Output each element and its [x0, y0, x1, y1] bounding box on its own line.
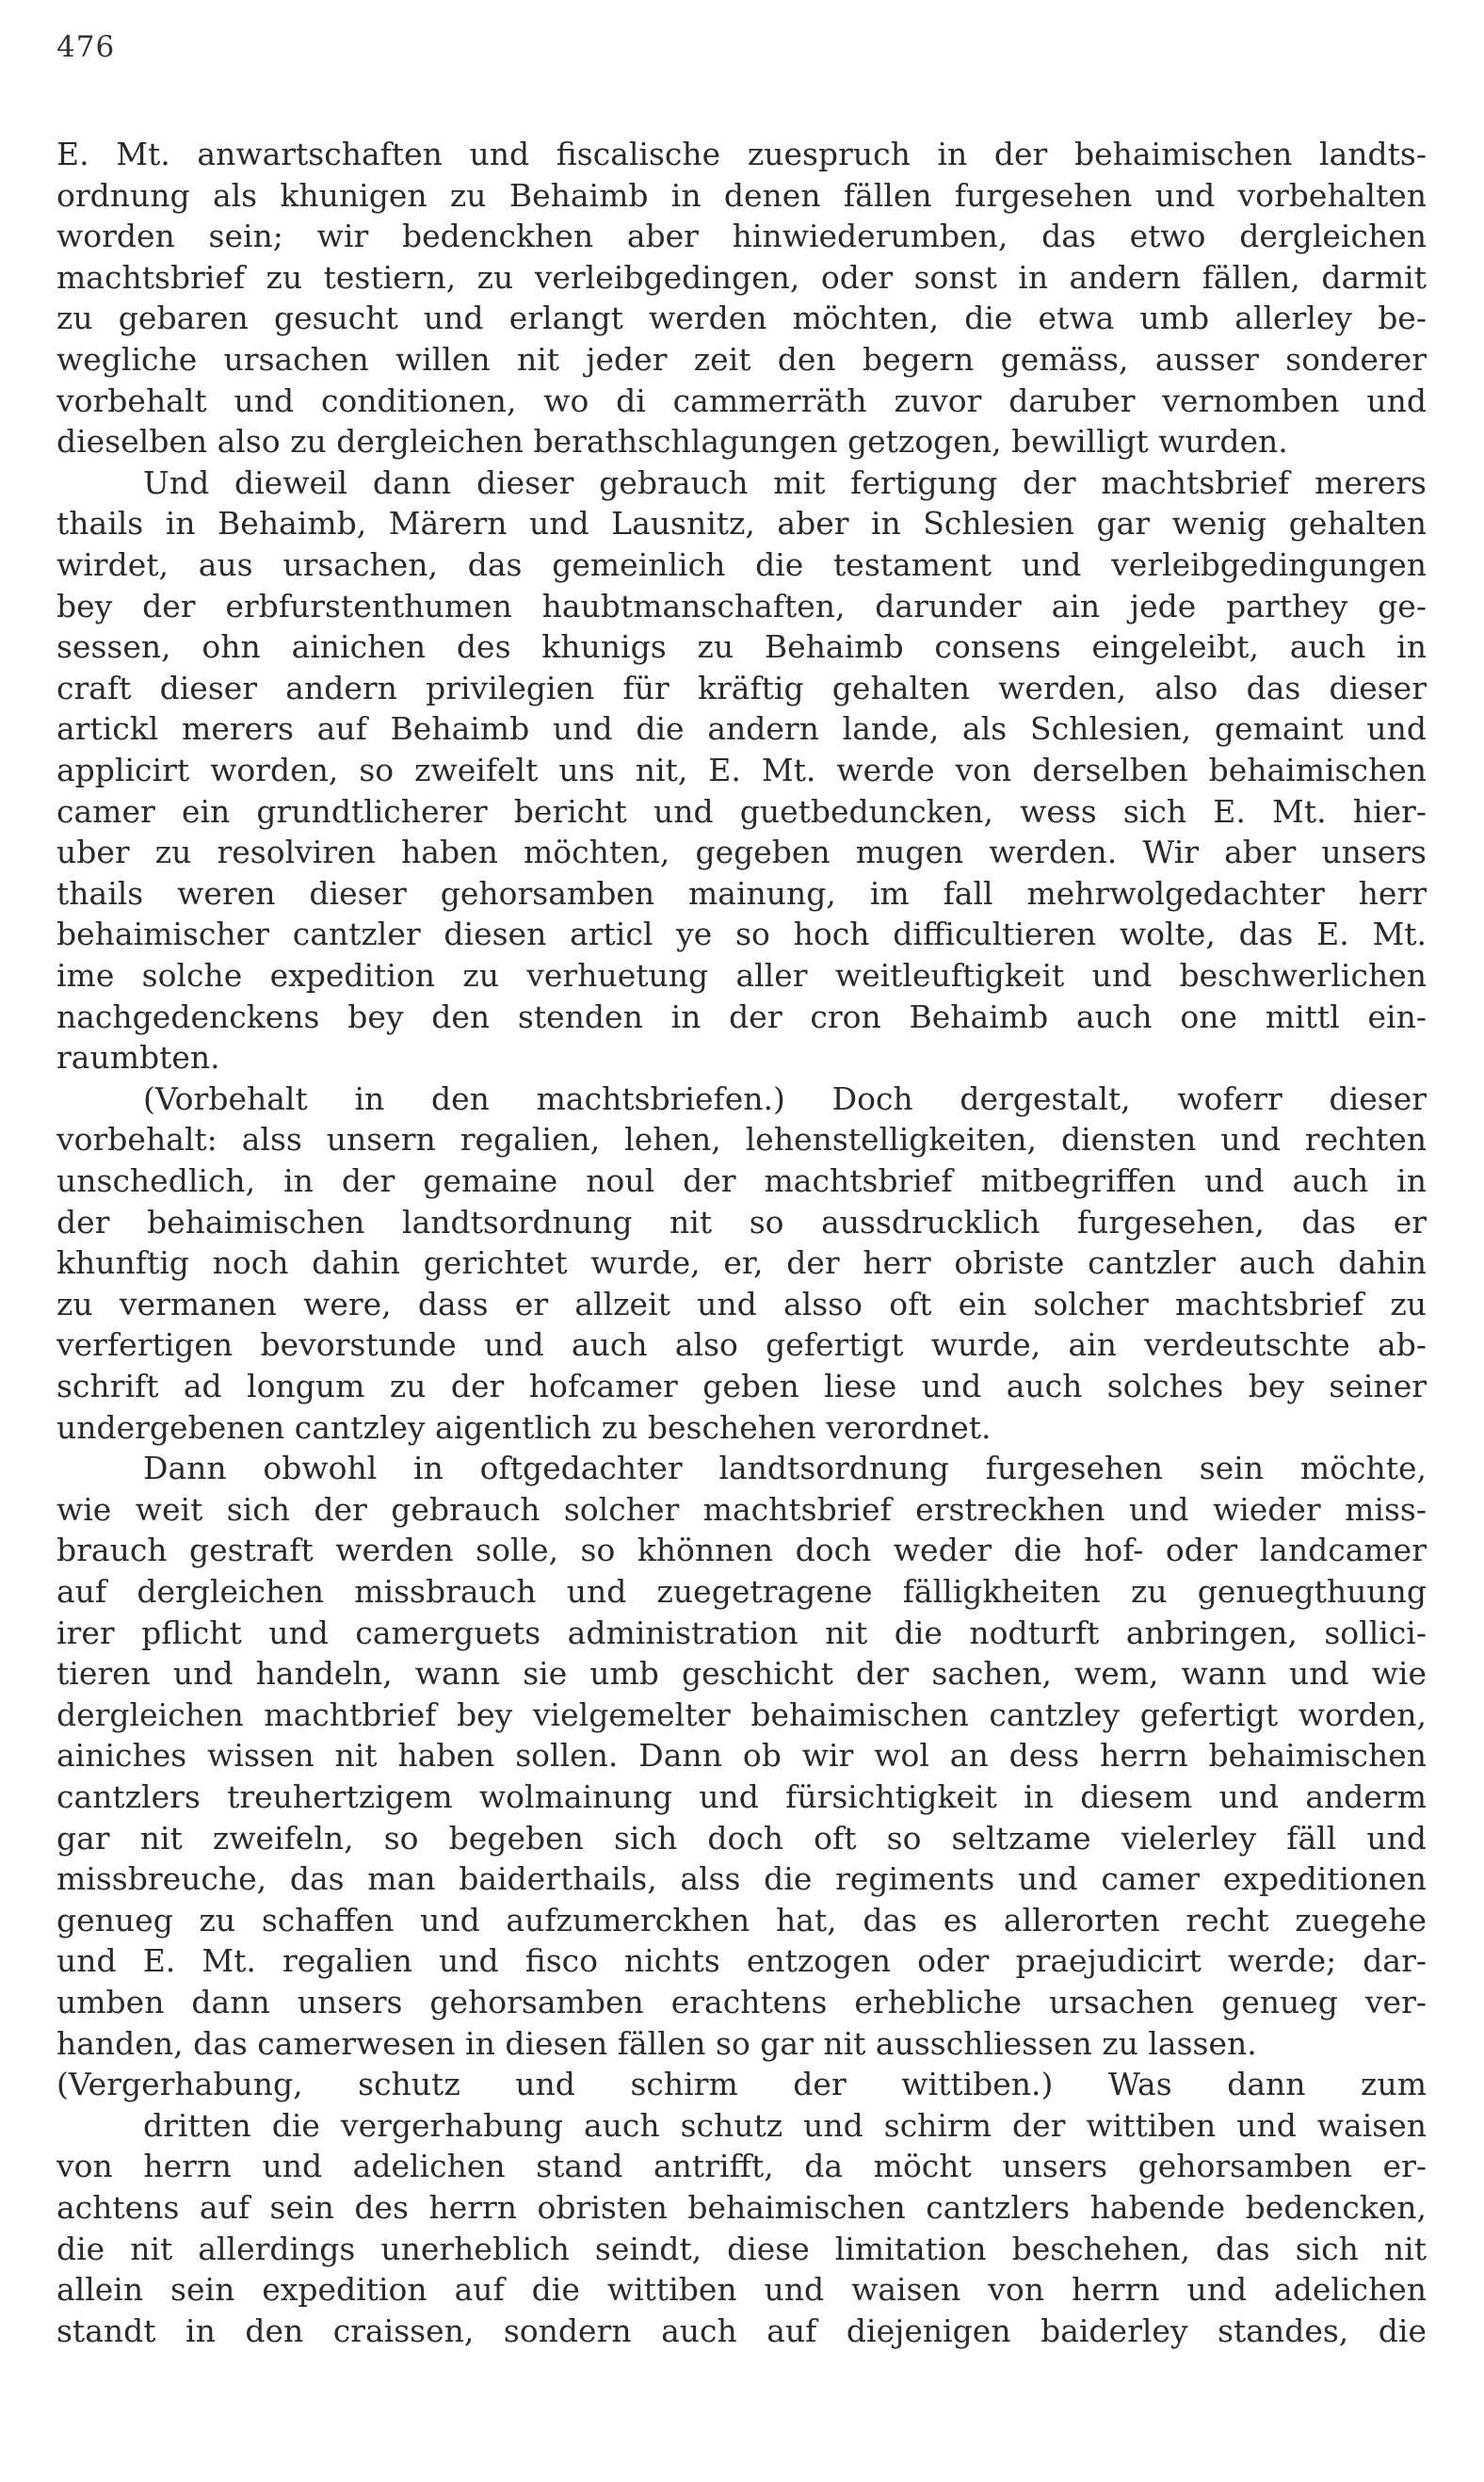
- text-line: zu gebaren gesucht und erlangt werden möchten, die etwa umb allerley be-: [56, 300, 1427, 337]
- text-line: dritten die vergerhabung auch schutz und schirm der wittiben und waisen: [143, 2106, 1427, 2144]
- text-line: die nit allerdings unerheblich seindt, diese limitation beschehen, das sich nit: [56, 2230, 1427, 2267]
- text-line: (Vorbehalt in den machtsbriefen.) Doch dergestalt, woferr dieser: [143, 1079, 1427, 1117]
- text-line: tieren und handeln, wann sie umb geschicht der sachen, wem, wann und wie: [56, 1655, 1427, 1693]
- text-line: Dann obwohl in oftgedachter landtsordnung furgesehen sein möchte,: [143, 1450, 1427, 1487]
- text-line: ordnung als khunigen zu Behaimb in denen fällen furgesehen und vorbehalten: [56, 176, 1427, 214]
- text-line: zu vermanen were, dass er allzeit und alsso oft ein solcher machtsbrief zu: [56, 1285, 1427, 1322]
- text-line: dieselben also zu dergleichen berathschlagungen getzogen, bewilligt wurden.: [56, 423, 1288, 461]
- text-line: vorbehalt: alss unsern regalien, lehen, lehenstelligkeiten, diensten und rechten: [56, 1121, 1427, 1159]
- text-line: von herrn und adelichen stand antrifft, da möcht unsers gehorsamben er-: [56, 2148, 1427, 2185]
- text-line: thails in Behaimb, Märern und Lausnitz, aber in Schlesien gar wenig gehalten: [56, 505, 1427, 543]
- text-line: verfertigen bevorstunde und auch also gefertigt wurde, ain verdeutschte ab-: [56, 1326, 1427, 1364]
- text-line: allein sein expedition auf die wittiben und waisen von herrn und adelichen: [56, 2271, 1427, 2309]
- text-line: cantzlers treuhertzigem wolmainung und fürsichtigkeit in diesem und anderm: [56, 1778, 1427, 1815]
- text-line: der behaimischen landtsordnung nit so aussdrucklich furgesehen, das er: [56, 1203, 1427, 1241]
- text-line: camer ein grundtlicherer bericht und guetbeduncken, wess sich E. Mt. hier-: [56, 792, 1427, 830]
- text-line: undergebenen cantzley aigentlich zu beschehen verordnet.: [56, 1408, 992, 1446]
- text-line: genueg zu schaffen und aufzumerckhen hat, das es allerorten recht zuegehe: [56, 1901, 1427, 1939]
- text-line: missbreuche, das man baiderthails, alss die regiments und camer expeditionen: [56, 1860, 1427, 1898]
- text-line: gar nit zweifeln, so begeben sich doch oft so seltzame vielerley fäll und: [56, 1819, 1427, 1857]
- text-line: worden sein; wir bedenckhen aber hinwiederumben, das etwo dergleichen: [56, 218, 1427, 255]
- text-line: craft dieser andern privilegien für kräftig gehalten werden, also das dieser: [56, 669, 1427, 706]
- text-line: standt in den craissen, sondern auch auf diejenigen baiderley standes, die: [56, 2312, 1427, 2349]
- text-line: raumbten.: [56, 1039, 220, 1077]
- text-line: khunftig noch dahin gerichtet wurde, er, der herr obriste cantzler auch dahin: [56, 1244, 1427, 1282]
- page-number: 476: [56, 30, 116, 64]
- text-line: wie weit sich der gebrauch solcher machtsbrief erstreckhen und wieder miss-: [56, 1490, 1427, 1528]
- text-line: auf dergleichen missbrauch und zuegetragene fälligkheiten zu genuegthuung: [56, 1573, 1427, 1610]
- text-line: nachgedenckens bey den stenden in der cron Behaimb auch one mittl ein-: [56, 998, 1427, 1035]
- text-line: ime solche expedition zu verhuetung aller weitleuftigkeit und beschwerlichen: [56, 957, 1427, 994]
- text-line: thails weren dieser gehorsamben mainung, im fall mehrwolgedachter herr: [56, 874, 1427, 912]
- text-line: irer pflicht und camerguets administration nit die nodturft anbringen, sollici-: [56, 1614, 1427, 1651]
- text-line: (Vergerhabung, schutz und schirm der wittiben.) Was dann zum: [56, 2066, 1427, 2103]
- text-line: artickl merers auf Behaimb und die andern lande, als Schlesien, gemaint und: [56, 710, 1427, 748]
- text-line: achtens auf sein des herrn obristen behaimischen cantzlers habende bedencken,: [56, 2189, 1427, 2226]
- text-line: behaimischer cantzler diesen articl ye so hoch difficultieren wolte, das E. Mt.: [56, 916, 1427, 953]
- text-line: uber zu resolviren haben möchten, gegeben mugen werden. Wir aber unsers: [56, 834, 1427, 871]
- text-line: wegliche ursachen willen nit jeder zeit den begern gemäss, ausser sonderer: [56, 341, 1427, 378]
- text-line: wirdet, aus ursachen, das gemeinlich die testament und verleibgedingungen: [56, 546, 1427, 583]
- text-line: unschedlich, in der gemaine noul der machtsbrief mitbegriffen und auch in: [56, 1162, 1427, 1199]
- text-line: E. Mt. anwartschaften und fiscalische zuespruch in der behaimischen landts-: [56, 136, 1427, 172]
- text-line: brauch gestraft werden solle, so khönnen doch weder die hof- oder landcamer: [56, 1532, 1427, 1569]
- text-line: machtsbrief zu testiern, zu verleibgedingen, oder sonst in andern fällen, darmit: [56, 258, 1427, 296]
- text-line: schrift ad longum zu der hofcamer geben liese und auch solches bey seiner: [56, 1368, 1427, 1404]
- text-line: vorbehalt und conditionen, wo di cammerräth zuvor daruber vernomben und: [56, 381, 1427, 419]
- text-line: dergleichen machtbrief bey vielgemelter behaimischen cantzley gefertigt worden,: [56, 1695, 1427, 1733]
- text-line: sessen, ohn ainichen des khunigs zu Behaimb consens eingeleibt, auch in: [56, 628, 1427, 666]
- text-line: applicirt worden, so zweifelt uns nit, E. Mt. werde von derselben behaimischen: [56, 752, 1427, 788]
- text-line: bey der erbfurstenthumen haubtmanschaften, darunder ain jede parthey ge-: [56, 587, 1427, 625]
- text-line: und E. Mt. regalien und fisco nichts entzogen oder praejudicirt werde; dar-: [56, 1942, 1427, 1980]
- text-line: ainiches wissen nit haben sollen. Dann ob wir wol an dess herrn behaimischen: [56, 1737, 1427, 1775]
- text-line: Und dieweil dann dieser gebrauch mit fertigung der machtsbrief merers: [143, 463, 1427, 501]
- text-line: handen, das camerwesen in diesen fällen so gar nit ausschliessen zu lassen.: [56, 2024, 1257, 2062]
- text-line: umben dann unsers gehorsamben erachtens erhebliche ursachen genueg ver-: [56, 1984, 1427, 2020]
